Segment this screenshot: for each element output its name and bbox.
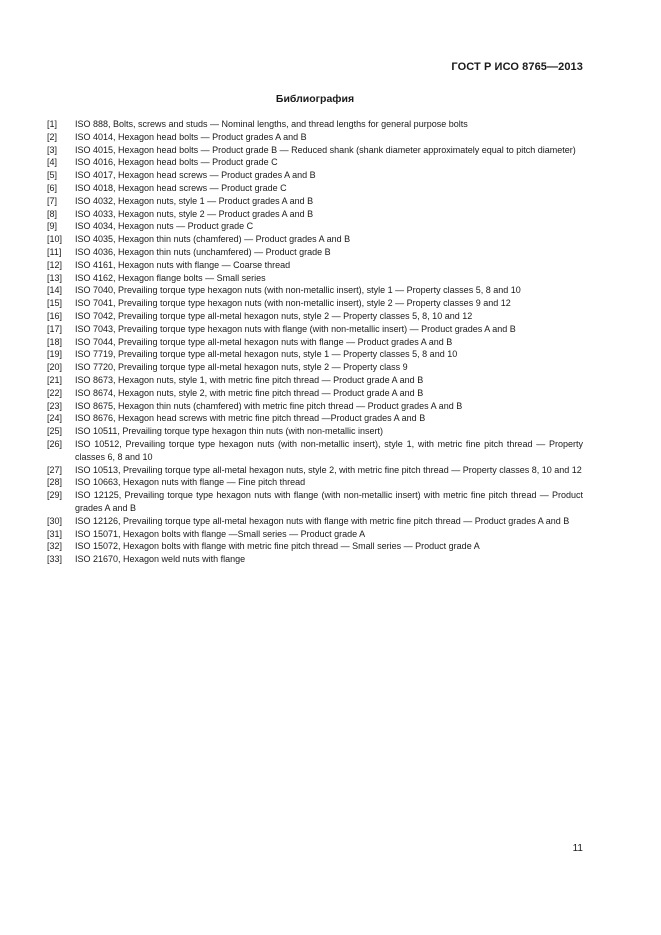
bibliography-entry [47,259,583,272]
entry-number: [23] [47,400,63,411]
entry-text: ISO 4017, Hexagon head screws — Product grades A and B [75,170,316,181]
bibliography-entry [47,425,583,438]
entry-text: ISO 7042, Prevailing torque type all-metal hexagon nuts, style 2 — Property classes 5, 8, 10 and 12 [75,310,473,321]
entry-number: [11] [47,246,62,257]
entry-text: ISO 10512, Prevailing torque type hexagon nuts (with non-metallic insert), style 1, with metric fine pitch thread — Property classes 6, 8 and 10 [75,438,583,462]
entry-text: ISO 12126, Prevailing torque type all-metal hexagon nuts with flange with metric fine pitch thread — Product grades A and B [75,515,570,526]
entry-number: [28] [47,477,63,488]
entry-number: [12] [47,259,63,270]
entry-number: [15] [47,298,63,309]
bibliography-entry [47,387,583,400]
bibliography-entry [47,182,583,195]
entry-number: [16] [47,310,63,321]
entry-number: [29] [47,490,63,501]
bibliography-entry [47,323,583,336]
bibliography-entry [47,528,583,541]
entry-text: ISO 4015, Hexagon head bolts — Product grade B — Reduced shank (shank diameter approximately equal to pitch diameter) [75,144,576,155]
bibliography-entry [47,246,583,259]
entry-number: [13] [47,272,63,283]
bibliography-entry [47,438,583,464]
entry-text: ISO 8673, Hexagon nuts, style 1, with metric fine pitch thread — Product grade A and B [75,374,424,385]
entry-number: [4] [47,157,58,168]
bibliography-entry [47,476,583,489]
bibliography-entry [47,374,583,387]
bibliography-entry [47,284,583,297]
entry-text: ISO 4016, Hexagon head bolts — Product grade C [75,157,278,168]
entry-text: ISO 10663, Hexagon nuts with flange — Fine pitch thread [75,477,306,488]
entry-number: [14] [47,285,63,296]
bibliography-entry [47,400,583,413]
entry-number: [31] [47,528,63,539]
page-number: 11 [572,843,583,854]
bibliography-entry [47,208,583,221]
entry-text: ISO 4161, Hexagon nuts with flange — Coarse thread [75,259,291,270]
bibliography-entry [47,297,583,310]
entry-text: ISO 8675, Hexagon thin nuts (chamfered) with metric fine pitch thread — Product grades A and B [75,400,463,411]
entry-text: ISO 4162, Hexagon flange bolts — Small series [75,272,266,283]
bibliography-entry [47,272,583,285]
entry-text: ISO 10513, Prevailing torque type all-metal hexagon nuts, style 2, with metric fine pitch thread — Property classes 8, 10 and 12 [75,464,582,475]
entry-number: [9] [47,221,58,232]
bibliography-entry [47,348,583,361]
entry-text: ISO 888, Bolts, screws and studs — Nominal lengths, and thread lengths for general purpose bolts [75,119,468,129]
entry-number: [33] [47,554,63,565]
entry-text: ISO 7720, Prevailing torque type all-metal hexagon nuts, style 2 — Property class 9 [75,362,408,373]
entry-text: ISO 21670, Hexagon weld nuts with flange [75,554,246,565]
entry-text: ISO 7044, Prevailing torque type all-metal hexagon nuts with flange — Product grades A and B [75,336,453,347]
entry-text: ISO 4035, Hexagon thin nuts (chamfered) — Product grades A and B [75,234,351,245]
entry-number: [30] [47,515,63,526]
bibliography-entry [47,195,583,208]
bibliography-entry [47,412,583,425]
bibliography-entry [47,233,583,246]
entry-number: [20] [47,362,63,373]
entry-text: ISO 8676, Hexagon head screws with metric fine pitch thread —Product grades A and B [75,413,426,424]
bibliography-entry [47,540,583,553]
bibliography-entry [47,310,583,323]
entry-text: ISO 4018, Hexagon head screws — Product grade C [75,182,287,193]
entry-number: [1] [47,119,58,129]
bibliography-entry [47,156,583,169]
entry-text: ISO 7041, Prevailing torque type hexagon nuts (with non-metallic insert), style 2 — Property classes 9 and 12 [75,298,511,309]
entry-number: [32] [47,541,63,552]
entry-number: [19] [47,349,63,360]
entry-number: [17] [47,323,63,334]
entry-text: ISO 8674, Hexagon nuts, style 2, with metric fine pitch thread — Product grade A and B [75,387,424,398]
entry-number: [8] [47,208,58,219]
bibliography-entry [47,336,583,349]
entry-text: ISO 4034, Hexagon nuts — Product grade C [75,221,254,232]
bibliography-list [47,118,583,566]
entry-text: ISO 7043, Prevailing torque type hexagon nuts with flange (with non-metallic insert) — Product grades A and B [75,323,516,334]
bibliography-entry [47,489,583,515]
entry-number: [2] [47,131,58,142]
entry-text: ISO 10511, Prevailing torque type hexagon thin nuts (with non-metallic insert) [75,426,383,437]
entry-number: [25] [47,426,63,437]
entry-text: ISO 7719, Prevailing torque type all-metal hexagon nuts, style 1 — Property classes 5, 8 and 10 [75,349,458,360]
bibliography-entry [47,169,583,182]
entry-number: [27] [47,464,63,475]
bibliography-entry [47,361,583,374]
bibliography-entry [47,464,583,477]
bibliography-entry [47,131,583,144]
entry-number: [26] [47,438,63,449]
entry-number: [5] [47,170,58,181]
entry-number: [10] [47,234,63,245]
entry-text: ISO 7040, Prevailing torque type hexagon nuts (with non-metallic insert), style 1 — Property classes 5, 8 and 10 [75,285,521,296]
entry-text: ISO 4036, Hexagon thin nuts (unchamfered) — Product grade B [75,246,331,257]
entry-number: [21] [47,374,63,385]
entry-text: ISO 15071, Hexagon bolts with flange —Small series — Product grade A [75,528,366,539]
entry-text: ISO 4032, Hexagon nuts, style 1 — Product grades A and B [75,195,314,206]
entry-number: [7] [47,195,58,206]
entry-number: [3] [47,144,58,155]
entry-text: ISO 12125, Prevailing torque type hexagon nuts with flange (with non-metallic insert) with metric fine pitch thread — Product grades A and B [75,490,583,513]
bibliography-entry [47,118,583,131]
bibliography-entry [47,144,583,157]
section-title: Библиография [275,93,355,105]
entry-text: ISO 15072, Hexagon bolts with flange with metric fine pitch thread — Small series — Product grade A [75,541,480,552]
entry-number: [6] [47,182,58,193]
document-id-header: ГОСТ Р ИСО 8765—2013 [451,61,583,73]
entry-number: [18] [47,336,63,347]
entry-text: ISO 4014, Hexagon head bolts — Product grades A and B [75,131,307,142]
entry-number: [24] [47,413,63,424]
bibliography-entry [47,515,583,528]
entry-text: ISO 4033, Hexagon nuts, style 2 — Product grades A and B [75,208,314,219]
bibliography-entry [47,553,583,566]
entry-number: [22] [47,387,63,398]
bibliography-entry [47,220,583,233]
